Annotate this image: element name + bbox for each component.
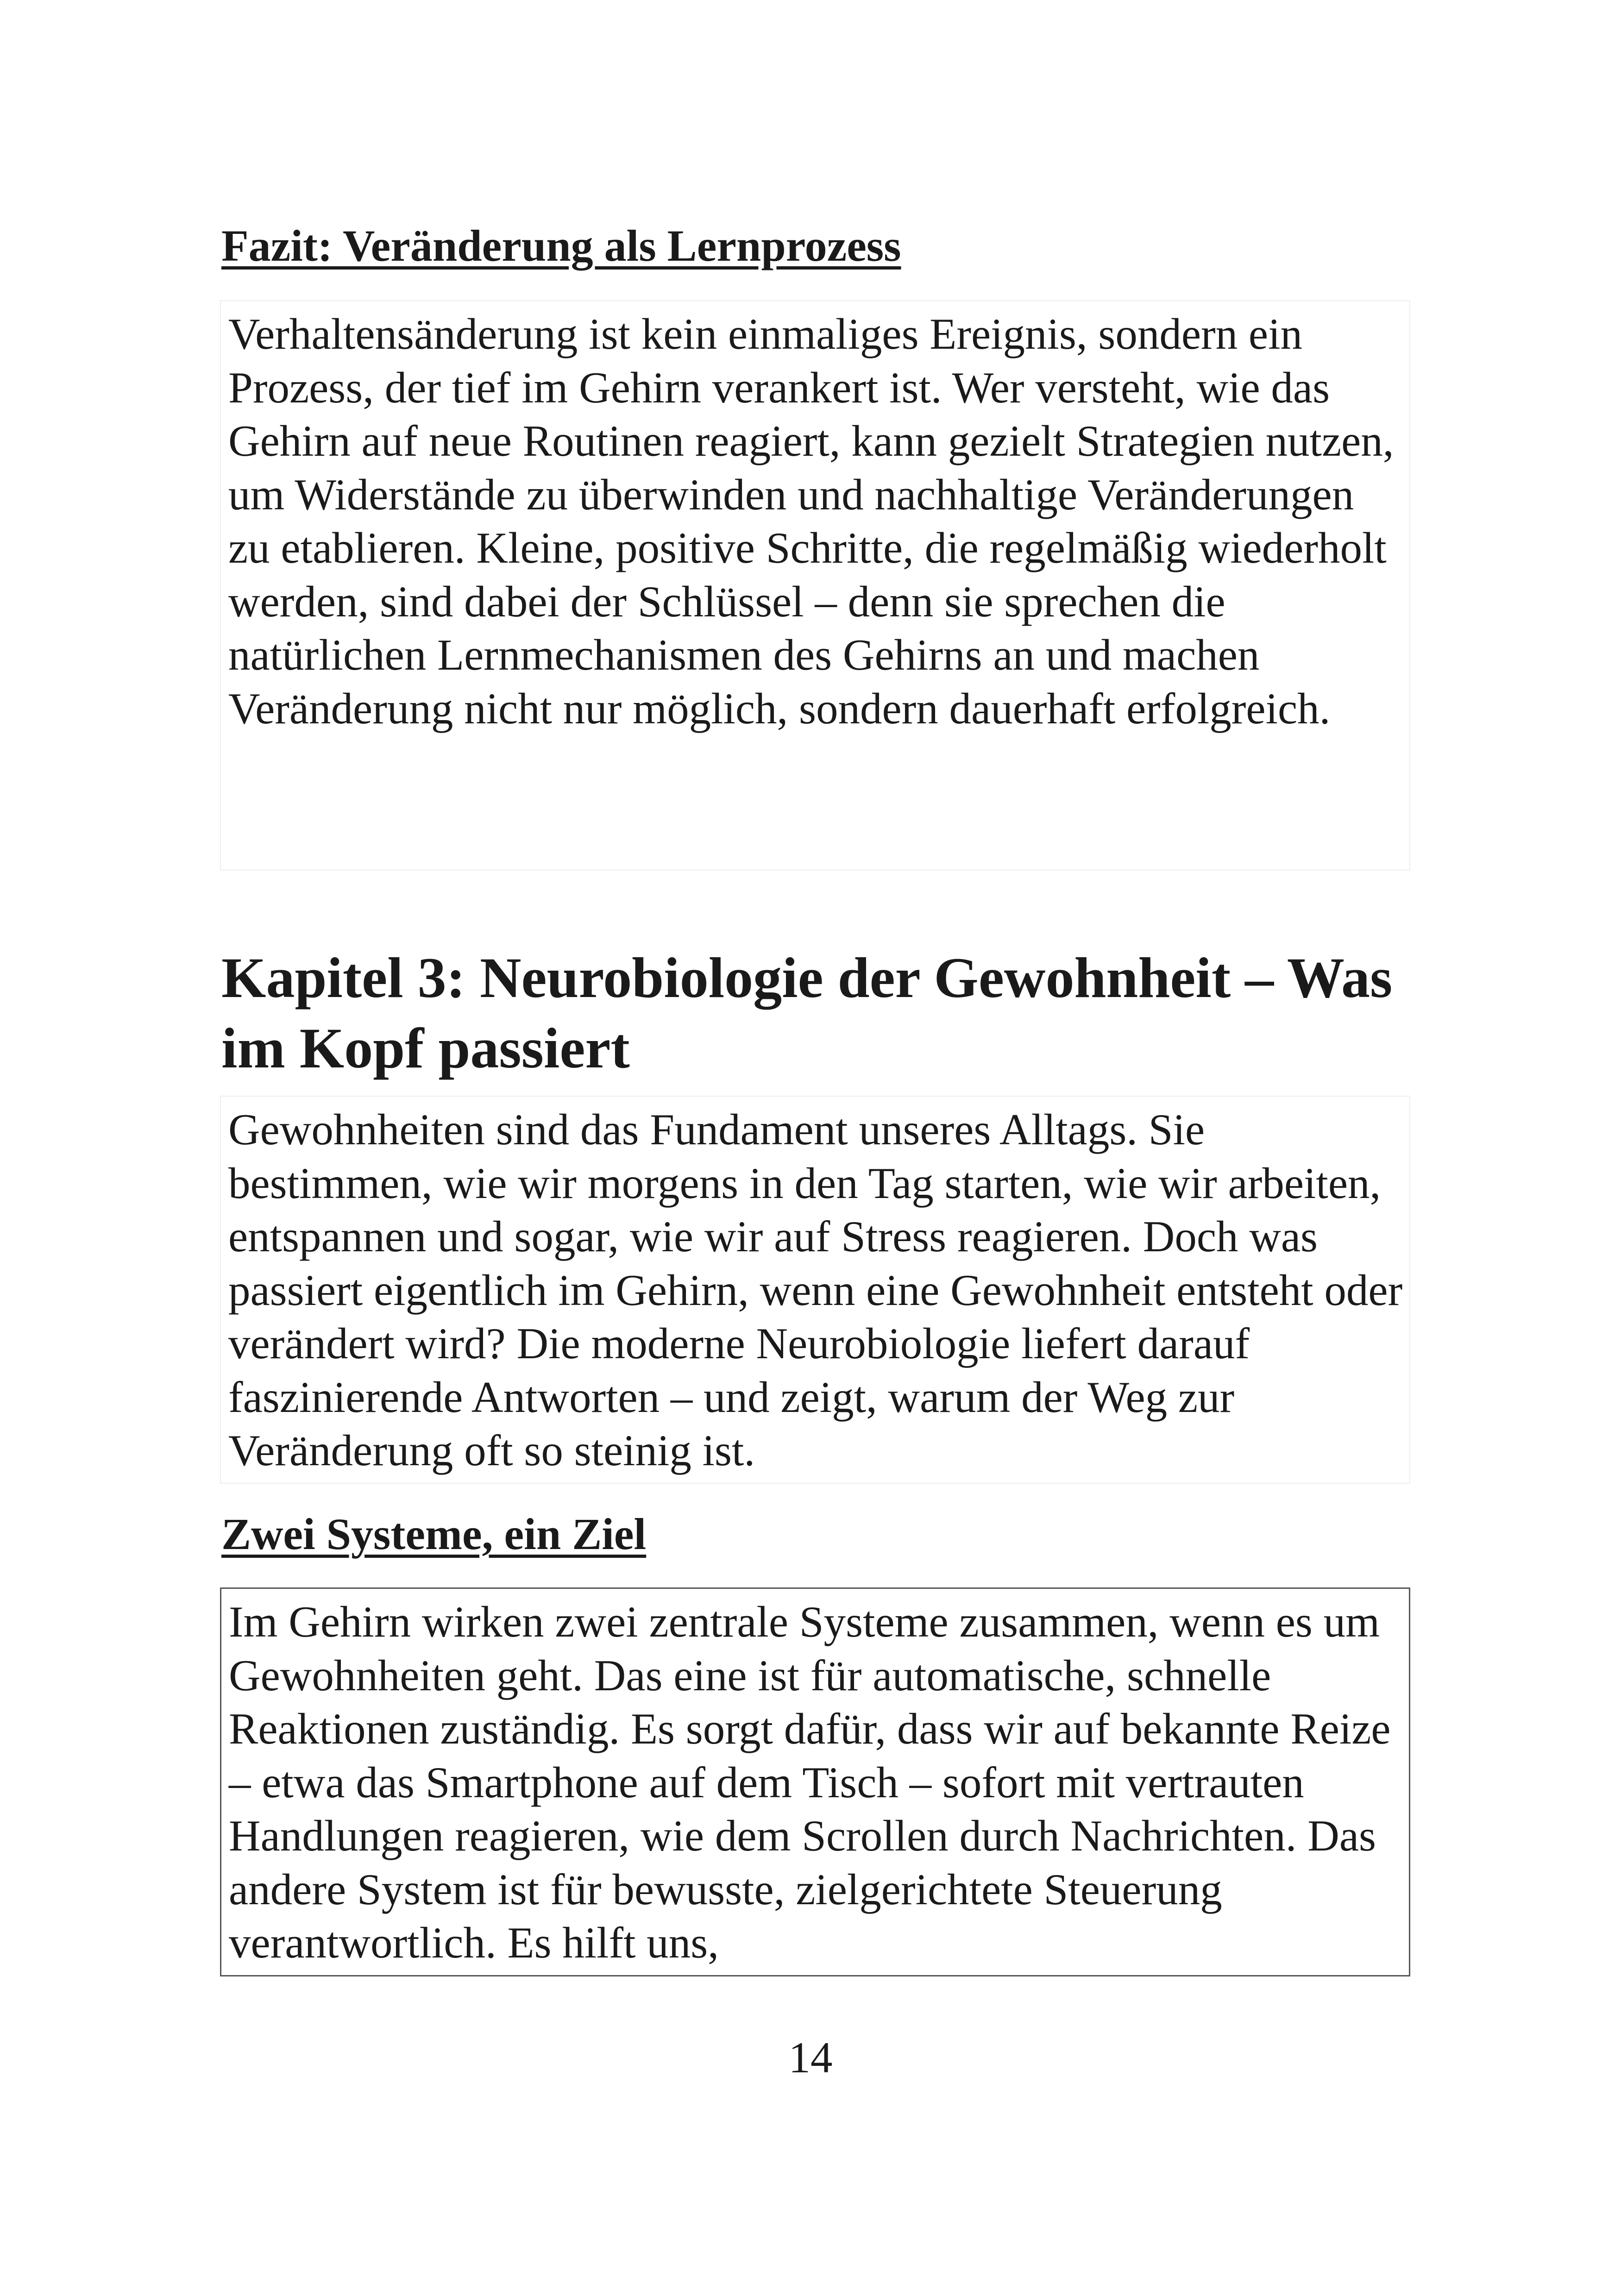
fazit-text-box: Verhaltensänderung ist kein einmaliges Ereignis, sondern ein Prozess, der tief im Gehirn verankert ist. Wer versteht, wie das Gehirn auf neue Routinen reagiert, kann gezielt Strategien nutzen, um Widerstände zu überwinden und nachhaltige Veränderungen zu etablieren. Kleine, positive Schritte, die regelmäßig wiederholt werden, sind dabei der Schlüssel – denn sie sprechen die natürlichen Lernmechanismen des Gehirns an und machen Veränderung nicht nur möglich, sondern dauerhaft erfolgreich.	[220, 300, 1410, 871]
zwei-systeme-heading: Zwei Systeme, ein Ziel	[221, 1509, 647, 1559]
chapter-3-intro-text-box: Gewohnheiten sind das Fundament unseres Alltags. Sie bestimmen, wie wir morgens in den Tag starten, wie wir arbeiten, entspannen und sogar, wie wir auf Stress reagieren. Doch was passiert eigentlich im Gehirn, wenn eine Gewohnheit entsteht oder verändert wird? Die moderne Neurobiologie liefert darauf faszinierende Antworten – und zeigt, warum der Weg zur Veränderung oft so steinig ist.	[220, 1096, 1410, 1484]
zwei-systeme-text-box: Im Gehirn wirken zwei zentrale Systeme zusammen, wenn es um Gewohnheiten geht. Das eine ist für automatische, schnelle Reaktionen zuständig. Es sorgt dafür, dass wir auf bekannte Reize – etwa das Smartphone auf dem Tisch – sofort mit vertrauten Handlungen reagieren, wie dem Scrollen durch Nachrichten. Das andere System ist für bewusste, zielgerichtete Steuerung verantwortlich. Es hilft uns,	[220, 1587, 1410, 1976]
chapter-3-heading: Kapitel 3: Neurobiologie der Gewohnheit – Was im Kopf passiert	[221, 946, 1393, 1080]
page-number: 14	[788, 2033, 833, 2082]
fazit-heading: Fazit: Veränderung als Lernprozess	[221, 221, 901, 270]
